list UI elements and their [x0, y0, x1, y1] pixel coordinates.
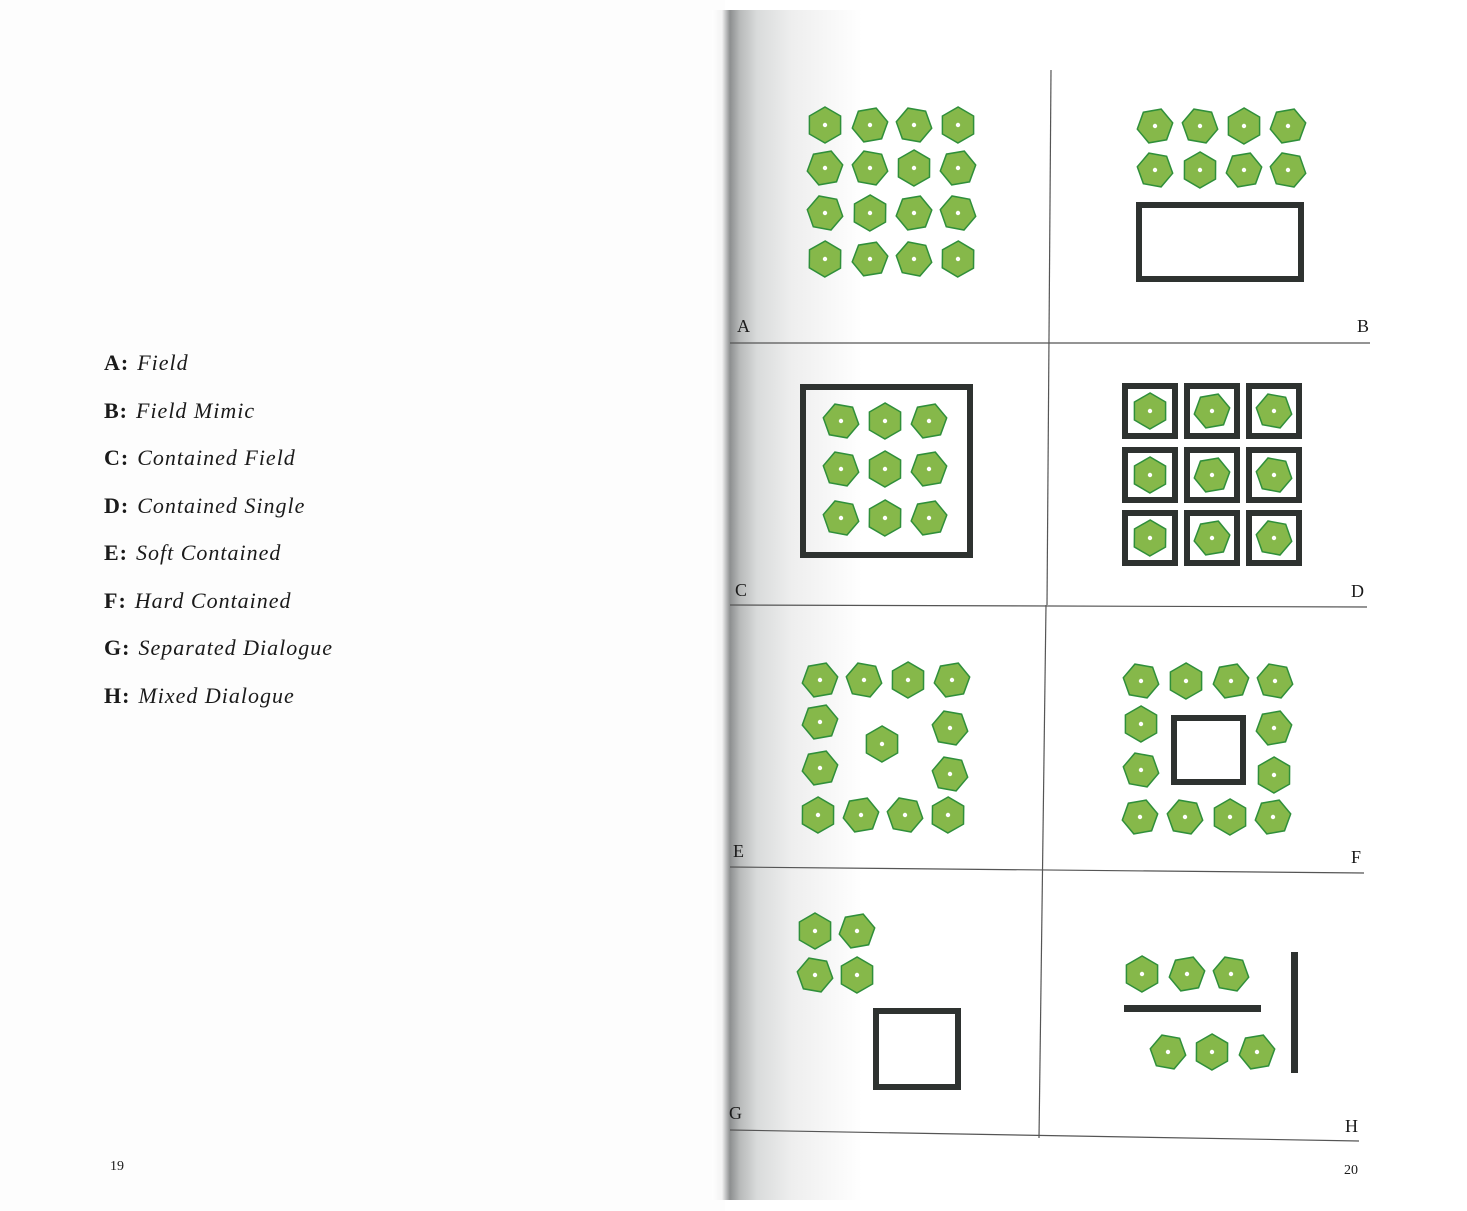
hexagon-center-dot — [1139, 768, 1143, 772]
hexagon-center-dot — [912, 166, 916, 170]
hexagon-center-dot — [1148, 473, 1152, 477]
vertical-rule-top — [1047, 70, 1051, 605]
hexagon-center-dot — [1210, 409, 1214, 413]
hexagon-center-dot — [1198, 168, 1202, 172]
horizontal-rule-ef — [730, 867, 1364, 873]
hexagon-center-dot — [1273, 679, 1277, 683]
hexagon-center-dot — [823, 211, 827, 215]
hexagon-center-dot — [883, 419, 887, 423]
hexagon-center-dot — [1242, 168, 1246, 172]
panel-label-a: A — [737, 316, 750, 336]
hexagon-center-dot — [1286, 168, 1290, 172]
hexagon-center-dot — [813, 929, 817, 933]
hexagon-center-dot — [1183, 815, 1187, 819]
hexagon-center-dot — [813, 973, 817, 977]
hexagon-center-dot — [1272, 536, 1276, 540]
hexagon-center-dot — [1271, 815, 1275, 819]
hexagon-center-dot — [1210, 1050, 1214, 1054]
legend-item-e: E: Soft Contained — [104, 540, 282, 565]
hexagon-center-dot — [868, 123, 872, 127]
page-number-left: 19 — [110, 1159, 124, 1174]
hexagon-center-dot — [868, 257, 872, 261]
hexagon-center-dot — [1153, 124, 1157, 128]
hexagon-center-dot — [927, 516, 931, 520]
panel-label-e: E — [733, 841, 744, 861]
horizontal-rule-gh — [730, 1130, 1359, 1141]
hexagon-center-dot — [1229, 679, 1233, 683]
panel-label-f: F — [1351, 847, 1362, 867]
vertical-rule-bottom — [1039, 605, 1046, 1138]
hexagon-center-dot — [823, 166, 827, 170]
hexagon-center-dot — [1166, 1050, 1170, 1054]
hexagon-center-dot — [1272, 409, 1276, 413]
hexagon-center-dot — [1139, 722, 1143, 726]
hexagon-center-dot — [927, 467, 931, 471]
panel-label-h: H — [1345, 1116, 1358, 1136]
hexagon-center-dot — [839, 516, 843, 520]
hexagon-center-dot — [948, 772, 952, 776]
legend-item-h: H: Mixed Dialogue — [104, 682, 295, 708]
hexagon-center-dot — [862, 678, 866, 682]
hexagon-center-dot — [956, 257, 960, 261]
hexagon-center-dot — [1138, 815, 1142, 819]
hexagon-center-dot — [1210, 536, 1214, 540]
hexagon-center-dot — [855, 973, 859, 977]
hexagon-center-dot — [1255, 1050, 1259, 1054]
hexagon-center-dot — [1139, 679, 1143, 683]
hexagon-center-dot — [1228, 815, 1232, 819]
hexagon-center-dot — [956, 166, 960, 170]
hexagon-center-dot — [1140, 972, 1144, 976]
legend-item-f: F: Hard Contained — [104, 587, 292, 613]
hexagon-center-dot — [823, 257, 827, 261]
hexagon-center-dot — [818, 766, 822, 770]
hexagon-center-dot — [903, 813, 907, 817]
hexagon-center-dot — [946, 813, 950, 817]
hexagon-center-dot — [1184, 679, 1188, 683]
panel-label-d: D — [1351, 581, 1364, 601]
hexagon-center-dot — [1229, 972, 1233, 976]
divider-bar-vertical — [1291, 952, 1298, 1073]
legend-item-c: C: Contained Field — [104, 445, 296, 470]
hexagon-center-dot — [818, 720, 822, 724]
legend-item-a: A: Field — [104, 350, 189, 375]
hexagon-center-dot — [1198, 124, 1202, 128]
hexagon-center-dot — [823, 123, 827, 127]
frame-f — [1174, 718, 1243, 782]
panel-label-c: C — [735, 580, 748, 600]
hexagon-center-dot — [868, 211, 872, 215]
hexagon-center-dot — [816, 813, 820, 817]
legend-item-b: B: Field Mimic — [104, 397, 256, 423]
hexagon-center-dot — [1272, 726, 1276, 730]
hexagon-center-dot — [1153, 168, 1157, 172]
frame-b — [1139, 205, 1301, 279]
hexagon-center-dot — [1210, 473, 1214, 477]
hexagon-center-dot — [880, 742, 884, 746]
hexagon-center-dot — [868, 166, 872, 170]
hexagon-center-dot — [1185, 972, 1189, 976]
hexagon-center-dot — [1242, 124, 1246, 128]
hexagon-center-dot — [818, 678, 822, 682]
hexagon-center-dot — [859, 813, 863, 817]
hexagon-center-dot — [906, 678, 910, 682]
hexagon-center-dot — [956, 211, 960, 215]
hexagon-center-dot — [883, 516, 887, 520]
divider-bar-horizontal — [1124, 1005, 1261, 1012]
hexagon-center-dot — [948, 726, 952, 730]
hexagon-center-dot — [912, 211, 916, 215]
panel-label-g: G — [729, 1103, 742, 1123]
hexagon-center-dot — [927, 419, 931, 423]
hexagon-center-dot — [1272, 473, 1276, 477]
hexagon-center-dot — [839, 419, 843, 423]
hexagon-center-dot — [950, 678, 954, 682]
hexagon-center-dot — [839, 467, 843, 471]
hexagon-center-dot — [1148, 409, 1152, 413]
legend-item-d: D: Contained Single — [104, 492, 306, 518]
hexagon-center-dot — [855, 929, 859, 933]
hexagon-center-dot — [1148, 536, 1152, 540]
hexagon-center-dot — [1286, 124, 1290, 128]
frame-g — [876, 1011, 958, 1087]
hexagon-center-dot — [883, 467, 887, 471]
hexagon-center-dot — [912, 123, 916, 127]
page-number-right: 20 — [1344, 1163, 1358, 1178]
hexagon-center-dot — [912, 257, 916, 261]
legend-item-g: G: Separated Dialogue — [104, 635, 334, 660]
panel-label-b: B — [1357, 316, 1370, 336]
horizontal-rule-cd — [730, 605, 1367, 607]
hexagon-center-dot — [956, 123, 960, 127]
hexagon-center-dot — [1272, 773, 1276, 777]
